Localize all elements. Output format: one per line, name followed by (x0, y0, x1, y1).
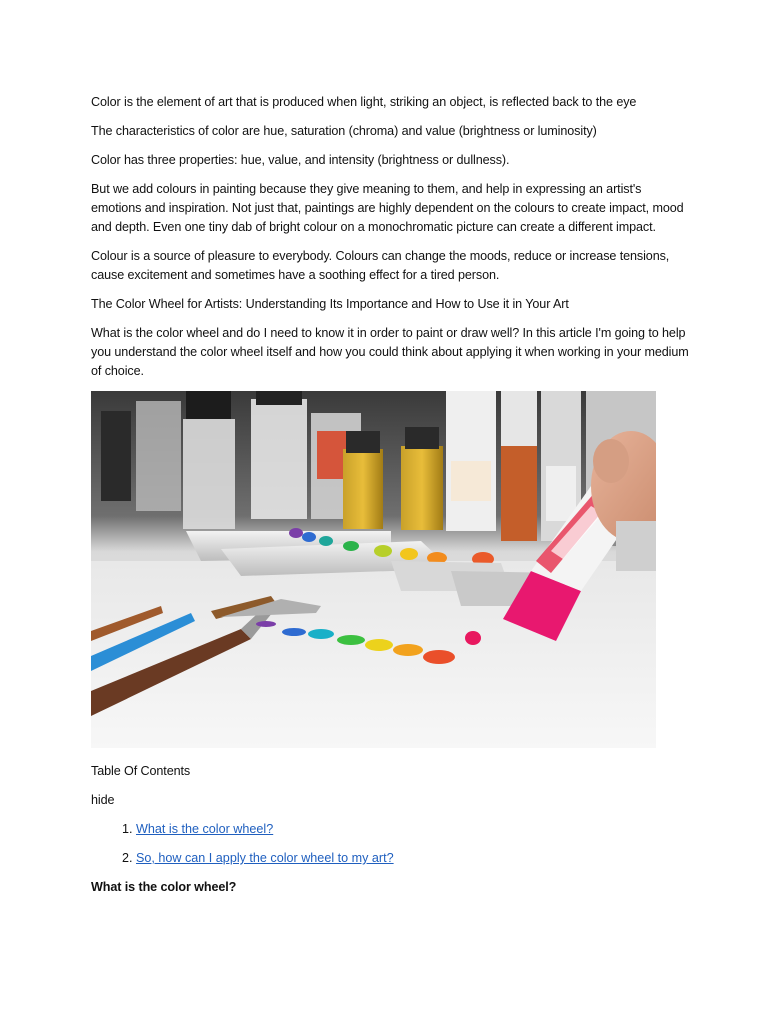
paragraph-colours-in-painting: But we add colours in painting because they give meaning to them, and help in expressing an artist's emotions and inspiration. Not just that, paintings are highly dependent on the colours to create impact, mood and depth. Even one tiny dab of bright colour on a monochromatic picture can create a different impact. (91, 182, 684, 234)
section-heading: What is the color wheel? (91, 880, 237, 894)
table-of-contents-list (91, 820, 691, 868)
toc-hide-toggle[interactable]: hide (91, 793, 115, 807)
toc-link-what-is-color-wheel[interactable]: What is the color wheel? (136, 822, 274, 836)
document-body (91, 93, 691, 907)
table-of-contents-title: Table Of Contents (91, 764, 191, 778)
toc-link-apply-color-wheel[interactable]: So, how can I apply the color wheel to my art? (136, 851, 394, 865)
paragraph-colour-pleasure: Colour is a source of pleasure to everybody. Colours can change the moods, reduce or increase tensions, cause excitement and sometimes have a soothing effect for a tired person. (91, 249, 670, 282)
toc-item (136, 849, 691, 868)
paragraph-color-properties: Color has three properties: hue, value, and intensity (brightness or dullness). (91, 153, 510, 167)
paragraph-color-characteristics: The characteristics of color are hue, saturation (chroma) and value (brightness or luminosity) (91, 124, 597, 138)
article-title-line: The Color Wheel for Artists: Understanding Its Importance and How to Use it in Your Art (91, 297, 569, 311)
toc-item (136, 820, 691, 839)
paragraph-article-intro: What is the color wheel and do I need to know it in order to paint or draw well? In this article I'm going to help you understand the color wheel itself and how you could think about applying it when working in your medium of choice. (91, 326, 689, 378)
paint-tubes-photo (91, 391, 656, 748)
paragraph-color-definition: Color is the element of art that is produced when light, striking an object, is reflected back to the eye (91, 95, 637, 109)
